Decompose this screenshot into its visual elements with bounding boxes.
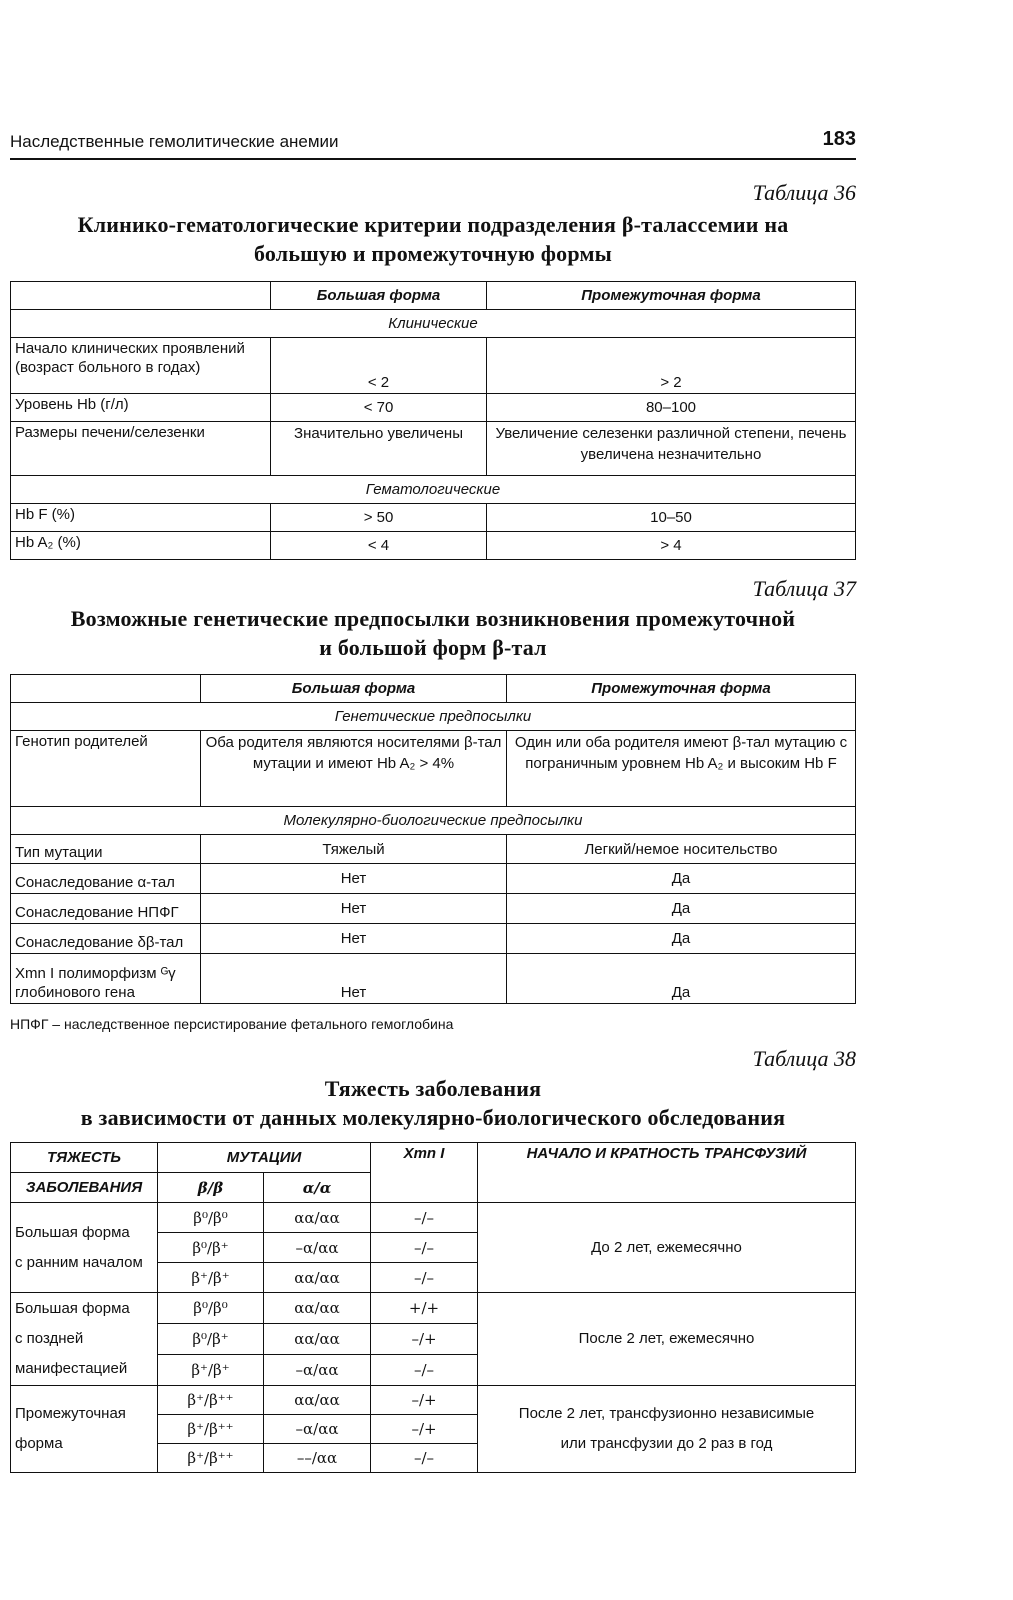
table37-row3-param: Сонаследование δβ-тал: [11, 924, 201, 954]
table36-title-line2: большую и промежуточную формы: [253, 241, 613, 266]
table38-g0-r1-beta: β⁰/β⁺: [158, 1233, 264, 1263]
table36-row3-major: > 50: [271, 504, 487, 532]
table38-g0-severity-1: Большая форма: [15, 1223, 130, 1241]
table36-label: Таблица 36: [752, 180, 856, 205]
table37-row2-intermediate: Да: [507, 894, 856, 924]
table38-h-severity-2: ЗАБОЛЕВАНИЯ: [11, 1173, 158, 1203]
table36-row3-intermediate: 10–50: [487, 504, 856, 532]
table36-row1-major: < 70: [271, 394, 487, 422]
table38-g0-r0-alpha: αα/αα: [264, 1203, 371, 1233]
table38-g0-r1-xmn: –/–: [371, 1233, 478, 1263]
table36-row4-intermediate: > 4: [487, 532, 856, 560]
table37-header-row: [11, 675, 856, 703]
table38-h-xmn: Xmn I: [371, 1143, 478, 1203]
table38-g1-severity-1: Большая форма: [15, 1300, 130, 1317]
table37-row1-major: Нет: [201, 864, 507, 894]
table38-g1-r0-xmn: +/+: [371, 1293, 478, 1324]
table38-g0-transfusion-1: До 2 лет, ежемесячно: [591, 1238, 742, 1256]
table38-g2-r1-alpha: –α/αα: [264, 1415, 371, 1444]
table37-label: Таблица 37: [752, 576, 856, 601]
table-row: [11, 731, 856, 807]
table38-g1-severity: [11, 1293, 158, 1386]
table38-h-transfusion: НАЧАЛО И КРАТНОСТЬ ТРАНСФУЗИЙ: [478, 1143, 856, 1203]
table36-row0-intermediate: > 2: [487, 338, 856, 394]
table38-g1-r2-beta: β⁺/β⁺: [158, 1355, 264, 1386]
table37-row1-intermediate: Да: [507, 864, 856, 894]
table-row: [11, 504, 856, 532]
table36-header-row: [11, 282, 856, 310]
table38-g2-severity: [11, 1386, 158, 1473]
table36-row2-intermediate: Увеличение селезенки различной степени, печень увеличена незначительно: [487, 422, 856, 476]
table38-header-row1: [11, 1143, 856, 1173]
table36-row0-major: < 2: [271, 338, 487, 394]
table-row: [11, 394, 856, 422]
table37: [10, 674, 856, 1004]
table38-g2-r2-xmn: –/–: [371, 1444, 478, 1473]
table38-h-severity-1: ТЯЖЕСТЬ: [11, 1143, 158, 1173]
table37-genotype-intermediate: Один или оба родителя имеют β-тал мутацию с пограничным уровнем Hb A₂ и высоким Hb F: [507, 731, 856, 807]
table38-g1-severity-3: манифестацией: [15, 1360, 128, 1377]
table36-row1-intermediate: 80–100: [487, 394, 856, 422]
table37-row4-intermediate: Да: [507, 954, 856, 1004]
table38-g2-transfusion-2: или трансфузии до 2 раз в год: [560, 1435, 773, 1452]
table-row: [11, 1386, 856, 1415]
table-row: [11, 1203, 856, 1233]
table36-col-major: Большая форма: [271, 282, 487, 310]
table36-corner-cell: [11, 282, 271, 310]
table36-section-clinical: Клинические: [11, 310, 856, 338]
table37-row0-intermediate: Легкий/немое носительство: [507, 835, 856, 864]
table38-g1-transfusion: [478, 1293, 856, 1386]
table38-g2-r1-xmn: –/+: [371, 1415, 478, 1444]
table38-g0-r2-alpha: αα/αα: [264, 1263, 371, 1293]
table37-section-genetic: Генетические предпосылки: [11, 703, 856, 731]
table37-col-intermediate: Промежуточная форма: [507, 675, 856, 703]
table-row: [11, 422, 856, 476]
table36-row3-param: Hb F (%): [11, 504, 271, 532]
table37-row2-param: Сонаследование НПФГ: [11, 894, 201, 924]
table38-g0-r0-xmn: –/–: [371, 1203, 478, 1233]
table38-g0-severity-2: с ранним началом: [15, 1253, 143, 1271]
running-title: Наследственные гемолитические анемии: [10, 132, 339, 151]
table36-row2-param: Размеры печени/селезенки: [11, 422, 271, 476]
table-row: [11, 864, 856, 894]
table38-title: [10, 1074, 856, 1132]
table37-row0-major: Тяжелый: [201, 835, 507, 864]
table37-row1-param: Сонаследование α-тал: [11, 864, 201, 894]
table36-title-line1: Клинико-гематологические критерии подразделения β-талассемии на: [77, 212, 789, 237]
table37-row4-major: Нет: [201, 954, 507, 1004]
table37-row3-major: Нет: [201, 924, 507, 954]
table36: [10, 281, 856, 560]
table37-section-row: [11, 807, 856, 835]
table38-g2-transfusion: [478, 1386, 856, 1473]
table38: [10, 1142, 856, 1473]
table36-col-intermediate: Промежуточная форма: [487, 282, 856, 310]
table37-section-row: [11, 703, 856, 731]
table37-corner-cell: [11, 675, 201, 703]
table38-title-line1: Тяжесть заболевания: [324, 1076, 542, 1101]
table38-g2-r1-beta: β⁺/β⁺⁺: [158, 1415, 264, 1444]
table36-row1-param: Уровень Hb (г/л): [11, 394, 271, 422]
page-number: 183: [822, 128, 856, 150]
table-row: [11, 835, 856, 864]
table38-g0-r2-xmn: –/–: [371, 1263, 478, 1293]
table38-title-line2: в зависимости от данных молекулярно-биологического обследования: [80, 1105, 786, 1130]
table37-title-line2: и большой форм β-тал: [319, 635, 547, 660]
table38-label: Таблица 38: [752, 1046, 856, 1071]
table37-row3-intermediate: Да: [507, 924, 856, 954]
table37-row0-param: Тип мутации: [11, 835, 201, 864]
table-row: [11, 924, 856, 954]
table38-h-mutations: МУТАЦИИ: [158, 1143, 371, 1173]
table37-col-major: Большая форма: [201, 675, 507, 703]
table37-footnote: НПФГ – наследственное персистирование фетального гемоглобина: [10, 1016, 454, 1032]
table38-g1-r2-xmn: –/–: [371, 1355, 478, 1386]
table36-section-row: [11, 310, 856, 338]
table38-g1-r0-beta: β⁰/β⁰: [158, 1293, 264, 1324]
table37-section-molecular: Молекулярно-биологические предпосылки: [11, 807, 856, 835]
table-row: [11, 1293, 856, 1324]
table38-g0-severity: [11, 1203, 158, 1293]
table38-g1-r1-beta: β⁰/β⁺: [158, 1324, 264, 1355]
running-head: [10, 128, 856, 160]
table36-section-hematological: Гематологические: [11, 476, 856, 504]
table38-g2-r0-xmn: –/+: [371, 1386, 478, 1415]
table38-g1-r1-alpha: αα/αα: [264, 1324, 371, 1355]
table38-g2-transfusion-1: После 2 лет, трансфузионно независимые: [518, 1405, 815, 1422]
table36-section-row: [11, 476, 856, 504]
table38-g0-r0-beta: β⁰/β⁰: [158, 1203, 264, 1233]
table38-g1-r2-alpha: –α/αα: [264, 1355, 371, 1386]
table37-title: [10, 604, 856, 662]
table36-title: [10, 210, 856, 268]
table37-row4-param: Xmn I полиморфизм ᴳγ глобинового гена: [11, 954, 201, 1004]
table38-g0-r1-alpha: –α/αα: [264, 1233, 371, 1263]
table37-genotype-param: Генотип родителей: [11, 731, 201, 807]
table-row: [11, 532, 856, 560]
table38-g1-r1-xmn: –/+: [371, 1324, 478, 1355]
table37-genotype-major: Оба родителя являются носителями β-тал мутации и имеют Hb A₂ > 4%: [201, 731, 507, 807]
table38-g2-r0-beta: β⁺/β⁺⁺: [158, 1386, 264, 1415]
table36-row0-param: Начало клинических проявлений (возраст больного в годах): [11, 338, 271, 394]
table38-h-alpha: α/α: [264, 1173, 371, 1203]
table37-title-line1: Возможные генетические предпосылки возникновения промежуточной: [70, 606, 796, 631]
table38-g2-severity-1: Промежуточная: [15, 1405, 126, 1422]
table38-h-beta: β/β: [158, 1173, 264, 1203]
table37-row2-major: Нет: [201, 894, 507, 924]
table-row: [11, 894, 856, 924]
table36-row2-major: Значительно увеличены: [271, 422, 487, 476]
table36-row4-major: < 4: [271, 532, 487, 560]
table-row: [11, 954, 856, 1004]
table38-g1-r0-alpha: αα/αα: [264, 1293, 371, 1324]
table38-g1-transfusion-1: После 2 лет, ежемесячно: [578, 1330, 755, 1347]
table38-g2-r2-beta: β⁺/β⁺⁺: [158, 1444, 264, 1473]
table38-g2-r2-alpha: ––/αα: [264, 1444, 371, 1473]
table-row: [11, 338, 856, 394]
table38-g0-transfusion: [478, 1203, 856, 1293]
table38-g2-r0-alpha: αα/αα: [264, 1386, 371, 1415]
table36-row4-param: Hb A₂ (%): [11, 532, 271, 560]
table38-g0-r2-beta: β⁺/β⁺: [158, 1263, 264, 1293]
table38-g2-severity-2: форма: [15, 1435, 63, 1452]
table38-g1-severity-2: с поздней: [15, 1330, 84, 1347]
